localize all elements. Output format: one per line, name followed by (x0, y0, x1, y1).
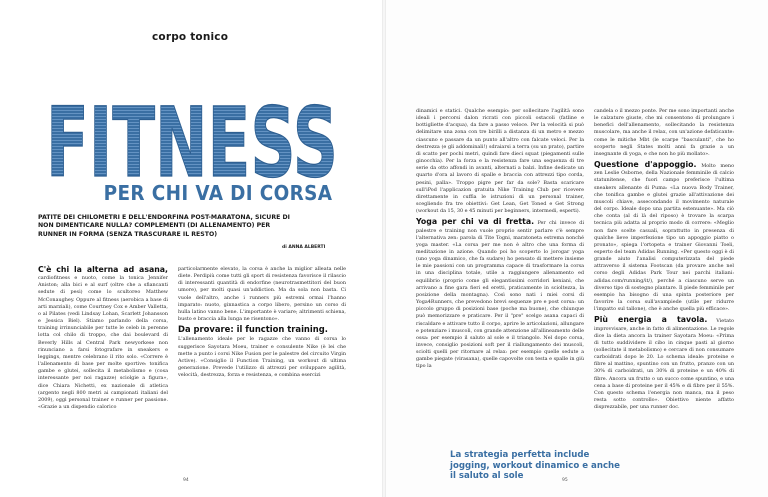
article-column-1 (38, 266, 168, 411)
article-column-3 (416, 108, 584, 371)
body-text: Vietato improvvisare, anche in fatto di alimentazione. Le regole dice la dieta ancora la trainer Sayotara Moeu: «Prima di tutto suddividere il cibo in cinque pasti al giorno (sollecitate il metabolismo) e cercare di non consumare carboidrati dopo le 20. Lo schema ideale: proteine e fibre al mattino, spuntino con un frutto, pranzo con un 30% di carboidrati, un 30% di proteine e un 40% di fibre. Ancora un frutto o un succo come spuntino, e una cena a base di proteine per il 45% e di fibre per il 55%. Con questo schema l'energia non manca, ma il peso resta sotto controllo». Obiettivo niente affatto disprezzabile, per una runner doc. (594, 318, 734, 411)
section-heading: Più energia a tavola. (594, 315, 708, 325)
page-gutter (382, 0, 386, 497)
page-number-left: 94 (183, 478, 189, 483)
body-text: dinamici e statici. Qualche esempio: per sollecitare l'agilità sono ideali i percorsi dalon ricrati con piccoli ostacoli (fatline e bottigliette d'acqua), da fare a passo veloce. Per la velocità si può delimitare una zona con tre birilli a distanza di un metro e mezzo ciascuno e passare da un punto all'altro con falcate veloci. Per la destrezza (e gli addominali!) sdraiarsi a terra (su un prato), partire di scatto per pochi metri, quindi fare dieci squat (piegamenti sulle ginocchia). Per la forza e la resistenza fare una sequenza di tre serie da otto affondi in avanti, alternati a balzi. Infine dedicate un quarto d'ora al lavoro di spalle e braccia con attrezzi tipo corda, pesini, palla». Troppo pigre per far da sole? Basta scaricare sull'iPod l'applicazion gratuita Nike Training Club per ricevere direttamente in cuffia le istruzioni di un personal trainer, scegliendo fra tre obiettivi: Get Lean, Get Toned e Get Strong (workout da 15, 30 e 45 minuti per beginners, intermedi, esperti). (416, 108, 584, 215)
page-number-right: 95 (562, 478, 568, 483)
fitness-title-text: FITNESS (46, 100, 338, 180)
body-text: particolarmente elevato, la corsa è anche la miglior alleata nelle diete. Perdipiù come tutti gli sport di resistenza favorisce il rilascio di interessanti quantità di endorfine (neurotrasmettitori del buon umore), per molti quasi un'addiction. Ma da sola non basta. Ci vuole dell'altro, anche i runners più estremi ormai l'hanno imparato: nuoto, ginnastica a corpo libero, persino un corso di hulla latino vanno bene. L'importante è variare; altrimenti schiena, busto e braccia alla lunga ne risentono». (178, 266, 346, 323)
deck: PATITE DEI CHILOMETRI E DELL'ENDORFINA POST-MARATONA, SICURE DI NON DIMENTICARE NULLA? COMPLEMENTI (DI ALLENAMENTO) PER RUNNER IN FORMA (SENZA TRASCURARE IL RESTO) (38, 214, 290, 238)
section-heading: Yoga per chi va di fretta. (416, 217, 535, 227)
body-text: Per chi invece di palestre e training non vuole proprio sentir parlare c'è sempre l'alternativa zen: parola di Tite Togni, maratoneta estrema nonché yoga master. «La corsa per me non è altro che una forma di meditazione in azione. Quando poi ho scoperto lo jorogar yoga (uno yoga dinamico, che fa sudare) ho pensato di mettere insieme le mie passioni con un programma capace di trasformare la corsa in una disciplina totale, utile a raggiungere allenamento ed equilibrio (proprio come gli elegantissimi corridori keniani, che arrivano a fine gara fieri ed eretti, praticamente in scioltezza, la posizione della montagna). Così sono nati i miei corsi di Yoga4Runners, che prevedono brevi sequenze pre e post corsa: un piccolo gruppo di posizioni base (poche ma buone), che chiunque può memorizzare e praticare. Per il "pre" scelgo asana capaci di riscaldare e attivare tutto il corpo, aprire le articolazioni, allungare e potenziare i muscoli, con grande attenzione all'allineamento delle ossa: per esempio il saluto al sole e il triangolo. Nel dopo corsa, invece, consiglio posizioni soft per il riallungamento dei muscoli, sciolti quelli per ritornare al relax: per esempio quelle sedute a gambe piegate (virasana), quelle capovolte con testa e spalle in giù tipo la (416, 220, 585, 370)
section-heading: Questione d'appoggio. (594, 160, 697, 170)
pull-quote: La strategia perfetta include jogging, workout dinamico e anche il saluto al sole (450, 450, 620, 481)
article-column-2 (178, 266, 346, 379)
article-column-4 (594, 108, 734, 411)
body-text: candela o il mezzo ponte. Per me sono importanti anche le calzature giuste, che mi consentono di prolungare i benefici dell'allenamento, sollecitando la resistenza muscolare, ma anche il relax, con un'azione defaticante: come le mitiche Mbt (le scarpe "basculanti", che ho scoperto negli States molti anni fa grazie a un insegnante di yoga, e che non ho più mollato». (594, 108, 734, 157)
section-heading: C'è chi la alterna ad asana, (38, 265, 168, 274)
body-text: L'allenamento ideale per le ragazze che vanno di corsa lo suggerisce Sayotara Moeu, trainer e consulente Nike (è lei che mette a punto i corsi Nike Fusion per le palestre del circuito Virgin Active). «Consiglio il Function Training, un workout di ultima generazione. Prevede l'utilizzo di attrezzi per sviluppare agilità, velocità, destrezza, forza e resistenza, e combina esercizi (178, 336, 346, 379)
section-heading: Da provare: il function training. (178, 324, 328, 335)
fitness-title (42, 100, 342, 180)
body-text: cardiofitness e nuoto, come la tonica Jennifer Aniston; alla bici e al surf (oltre che a sfiancanti sedute di pesi) come lo scultoreo Matthew McConaughey. Oppure al fitness (aerobica a base di arti marziali), come Courtney Cox e Amber Valletta, o al Pilates (vedi Lindsay Lohan, Scarlett Johansson e Jessica Biel). Stiamo parlando della corsa, training irrinunciabile per tutte le celeb in perenne lotta col chilo di troppo, che dai boulevard di Beverly Hills al Central Park newyorkese non rinunciano a farsi fotografare in sneakers e leggings, mentre celebrano il rito solo. «Correre è l'allenamento di base per molte sportive: tonifica gambe e glutei, sollecita il metabolismo e (cosa interessante per noi ragazze) sciolgie a figura», dice Chiara Nichetti, ex nazionale di atletica (argento negli 800 metri ai campionati italiani del 2009), oggi personal trainer e runner per passione. «Grazie a un dispendio calorico (38, 275, 168, 410)
author-byline: di ANNA ALBERTI (282, 245, 326, 250)
subtitle: PER CHI VA DI CORSA (103, 181, 333, 205)
body-text: Molto meno zen Leslie Osborne, della Nazionale femminile di calcio statunitense, che fuori campo preferisce l'ultima sneakers allenante di Puma: «La nuova Body Trainer, che tonifica gambe e glutei grazie all'attivazione dei muscoli chiave, assecondando il movimento naturale del corpo. Ideale dopo una partita estenuante». Ma ciò che conta (al di là del riposo) è trovare la scarpa tecnica più adatta al proprio modo di correre: «Meglio non fare scelte casuali, soprattutto in presenza di qualche lieve imperfezione tipo un appoggio piatto o pronato», spiega l'ortopeta e trainer Giovanni Toeli, esperto del team Adidas Running. «Per questo oggi è di grande aiuto l'analisi computerizzata del piede attraverso il sistema Footscan (da provare anche nel corso degli Adidas Park Tour nei parchi italiani: adidas.com/running/it/), perché a ciascuno serve un diverso tipo di sostegno plantare. Il piede femminile per esempio ha bisogno di una spinta posteriore per favorire la corsa sull'avampiede (utile per ridurre l'impatto sul tallone), che è anche quella più efficace». (594, 163, 735, 313)
section-label: corpo tonico (152, 31, 229, 43)
